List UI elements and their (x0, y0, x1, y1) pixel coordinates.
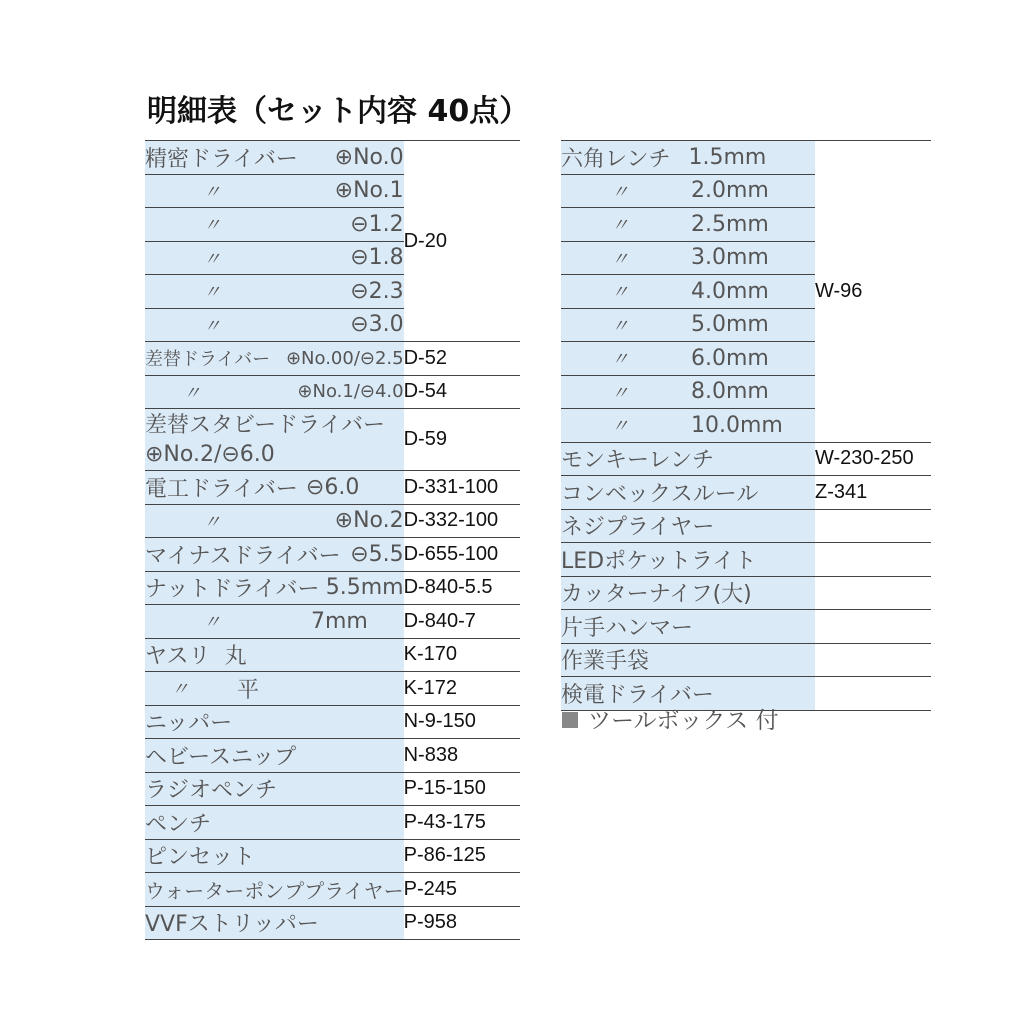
table-row (145, 739, 520, 773)
ditto-mark: 〃 (203, 248, 221, 270)
ditto-mark: 〃 (611, 282, 629, 304)
item-name: ニッパー (145, 705, 404, 739)
table-row (145, 141, 520, 175)
item-name: 六角レンチ (561, 146, 671, 172)
table-row (145, 873, 520, 907)
item-spec: 平 (237, 677, 260, 703)
table-row (145, 806, 520, 840)
item-name: ナットドライバー (145, 577, 320, 603)
ditto-mark: 〃 (183, 382, 201, 404)
ditto-mark: 〃 (203, 181, 221, 203)
item-code: P-245 (404, 873, 520, 907)
ditto-mark: 〃 (611, 248, 629, 270)
item-code: P-43-175 (404, 806, 520, 840)
table-row (561, 476, 931, 510)
ditto-mark: 〃 (611, 315, 629, 337)
item-code: D-840-5.5 (404, 571, 520, 605)
toolbox-note (562, 702, 779, 735)
ditto-mark: 〃 (203, 282, 221, 304)
table-row (561, 442, 931, 476)
item-name: 作業手袋 (561, 643, 815, 677)
item-name: ヘビースニップ (145, 739, 404, 773)
item-spec: ⊖6.0 (305, 474, 360, 500)
ditto-mark: 〃 (611, 181, 629, 203)
item-code: Z-341 (815, 476, 931, 510)
item-spec: 丸 (224, 644, 247, 670)
table-row (145, 571, 520, 605)
item-spec: 4.0mm (691, 278, 769, 304)
table-row (145, 839, 520, 873)
item-code: D-52 (404, 342, 520, 376)
item-name: VVFストリッパー (145, 906, 404, 940)
item-name: マイナスドライバー (145, 543, 341, 569)
toolbox-note-text: ツールボックス 付 (588, 708, 779, 734)
item-name: ウォーターポンププライヤー (145, 873, 404, 907)
table-row (145, 638, 520, 672)
item-code: D-331-100 (404, 471, 520, 505)
ditto-mark: 〃 (171, 679, 189, 701)
ditto-mark: 〃 (611, 215, 629, 237)
item-spec: 1.5mm (688, 144, 767, 170)
item-name: コンベックスルール (561, 476, 815, 510)
item-code: K-172 (404, 672, 520, 706)
item-spec: ⊕No.1/⊖4.0 (297, 381, 404, 403)
item-code: D-59 (404, 409, 520, 471)
item-name: ペンチ (145, 806, 404, 840)
table-row (561, 576, 931, 610)
item-name: ネジプライヤー (561, 509, 815, 543)
ditto-mark: 〃 (203, 612, 221, 634)
page-title: 明細表（セット内容 40点） (147, 94, 530, 129)
item-code: P-958 (404, 906, 520, 940)
item-spec: 7mm (311, 608, 368, 634)
item-code: W-96 (815, 141, 931, 443)
item-name: モンキーレンチ (561, 442, 815, 476)
ditto-mark: 〃 (611, 349, 629, 371)
item-code: P-15-150 (404, 772, 520, 806)
item-name: ラジオペンチ (145, 772, 404, 806)
ditto-mark: 〃 (203, 511, 221, 533)
table-row (145, 538, 520, 572)
item-spec: ⊕No.0 (334, 144, 404, 170)
ditto-mark: 〃 (611, 416, 629, 438)
item-spec: 10.0mm (691, 412, 783, 438)
table-row (561, 543, 931, 577)
table-row (145, 605, 520, 639)
item-code: D-20 (404, 141, 520, 342)
item-spec: ⊖1.8 (350, 245, 404, 271)
item-spec: 6.0mm (691, 345, 769, 371)
item-spec: 5.0mm (691, 312, 769, 338)
item-spec: ⊖1.2 (350, 211, 404, 237)
ditto-mark: 〃 (203, 215, 221, 237)
item-spec: ⊕No.1 (334, 178, 404, 204)
item-name: 差替ドライバー (145, 349, 271, 371)
item-name: 電工ドライバー (145, 476, 298, 502)
item-name: ヤスリ (145, 644, 211, 670)
left-parts-table (145, 140, 520, 940)
item-spec: ⊕No.2 (334, 508, 404, 534)
item-code: D-655-100 (404, 538, 520, 572)
item-spec: ⊕No.2/⊖6.0 (145, 441, 275, 467)
item-code: N-9-150 (404, 705, 520, 739)
item-code: P-86-125 (404, 839, 520, 873)
table-row (145, 375, 520, 409)
table-row (561, 610, 931, 644)
table-row (145, 906, 520, 940)
item-spec: 2.0mm (691, 178, 769, 204)
table-row (145, 409, 520, 471)
table-row (145, 342, 520, 376)
table-row (145, 772, 520, 806)
item-spec: ⊖2.3 (350, 278, 404, 304)
table-row (145, 504, 520, 538)
item-spec: 5.5mm (325, 575, 404, 601)
item-spec: ⊖5.5 (350, 541, 404, 567)
ditto-mark: 〃 (203, 315, 221, 337)
item-code: K-170 (404, 638, 520, 672)
table-row (561, 141, 931, 175)
item-name: LEDポケットライト (561, 543, 815, 577)
item-spec: ⊕No.00/⊖2.5 (285, 347, 404, 369)
item-code: D-54 (404, 375, 520, 409)
table-row (145, 471, 520, 505)
item-spec: 8.0mm (691, 379, 769, 405)
item-name: カッターナイフ(大) (561, 576, 815, 610)
item-name: 差替スタビードライバー (145, 412, 386, 438)
item-spec: 2.5mm (691, 211, 769, 237)
item-code: N-838 (404, 739, 520, 773)
item-name: ピンセット (145, 839, 404, 873)
item-code: D-332-100 (404, 504, 520, 538)
right-parts-table (561, 140, 931, 711)
item-code: W-230-250 (815, 442, 931, 476)
item-name: 片手ハンマー (561, 610, 815, 644)
table-row (145, 672, 520, 706)
ditto-mark: 〃 (611, 382, 629, 404)
table-row (561, 643, 931, 677)
item-name: 検電ドライバー (561, 677, 815, 711)
table-row (145, 705, 520, 739)
item-spec: 3.0mm (691, 245, 769, 271)
square-bullet-icon (562, 712, 578, 728)
item-name: 精密ドライバー (145, 146, 298, 172)
item-code: D-840-7 (404, 605, 520, 639)
table-row (561, 509, 931, 543)
item-spec: ⊖3.0 (350, 312, 404, 338)
